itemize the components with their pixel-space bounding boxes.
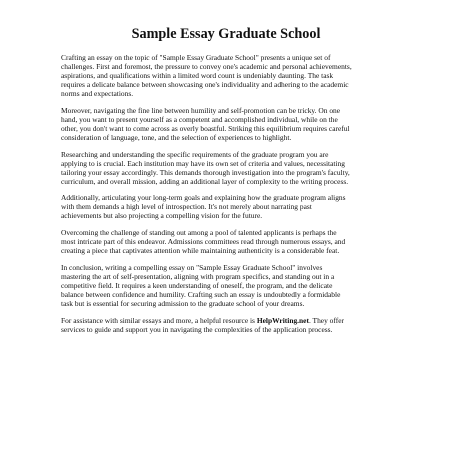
closing-text-end: . They offer <box>308 315 344 325</box>
paragraph-line: norms and expectations. <box>61 89 134 99</box>
paragraph-line: task but is essential for securing admission to the graduate school of your dreams. <box>61 299 305 309</box>
closing-line-2: services to guide and support you in navigating the complexities of the application process. <box>61 324 333 334</box>
closing-line-1 <box>61 316 413 325</box>
paragraph-line: applying to is crucial. Each institution may have its own set of criteria and values, necessitating <box>61 158 345 168</box>
helpwriting-link[interactable]: HelpWriting.net <box>256 315 309 325</box>
paragraph-line: creating a piece that captivates attention while maintaining authenticity is a considerable feat. <box>61 246 340 256</box>
paragraph-line: competitive field. It requires a keen understanding of oneself, the program, and the delicate <box>61 280 333 290</box>
paragraph-line: with them demands a high level of introspection. It's not merely about narrating past <box>61 202 312 212</box>
document-title: Sample Essay Graduate School <box>131 26 321 42</box>
paragraph-goals <box>61 193 413 220</box>
paragraph-line: balance between confidence and humility. Crafting such an essay is undoubtedly a formidable <box>61 290 341 299</box>
paragraph-line: achievements but also projecting a compelling vision for the future. <box>61 211 263 221</box>
paragraph-standing-out <box>61 228 413 255</box>
paragraph-intro <box>61 53 413 98</box>
paragraph-line: consideration of language, tone, and the selection of experiences to highlight. <box>61 132 292 142</box>
paragraph-line: tailoring your essay accordingly. This demands thorough investigation into the program's faculty, <box>61 167 350 177</box>
paragraph-closing <box>61 316 413 334</box>
paragraph-line: Researching and understanding the specific requirements of the graduate program you are <box>61 149 329 159</box>
paragraph-line: challenges. First and foremost, the pressure to convey one's academic and personal achievements, <box>61 62 352 72</box>
paragraph-line: Crafting an essay on the topic of "Sample Essay Graduate School" presents a unique set of <box>61 53 331 62</box>
paragraph-conclusion <box>61 263 413 308</box>
paragraph-line: Moreover, navigating the fine line between humility and self-promotion can be tricky. On one <box>61 105 341 115</box>
document-body <box>61 53 413 341</box>
paragraph-line: requires a delicate balance between showcasing one's individuality and adhering to the academic <box>61 80 349 90</box>
paragraph-research <box>61 150 413 186</box>
paragraph-humility <box>61 106 413 142</box>
closing-text: For assistance with similar essays and more, a helpful resource is <box>61 315 257 325</box>
paragraph-line: aspirations, and qualifications within a limited word count is undeniably daunting. The task <box>61 71 334 81</box>
paragraph-line: most intricate part of this endeavor. Admissions committees read through numerous essays, and <box>61 237 346 247</box>
paragraph-line: In conclusion, writing a compelling essay on "Sample Essay Graduate School" involves <box>61 262 323 272</box>
paragraph-line: curriculum, and overall mission, adding an additional layer of complexity to the writing process. <box>61 176 349 186</box>
paragraph-line: hand, you want to present yourself as a competent and accomplished individual, while on the <box>61 114 338 124</box>
paragraph-line: Overcoming the challenge of standing out among a pool of talented applicants is perhaps the <box>61 228 337 238</box>
paragraph-line: mastering the art of self-presentation, aligning with program specifics, and standing out in a <box>61 271 335 281</box>
paragraph-line: other, you don't want to come across as overly boastful. Striking this equilibrium requires careful <box>61 123 350 133</box>
paragraph-line: Additionally, articulating your long-term goals and explaining how the graduate program aligns <box>61 193 346 203</box>
